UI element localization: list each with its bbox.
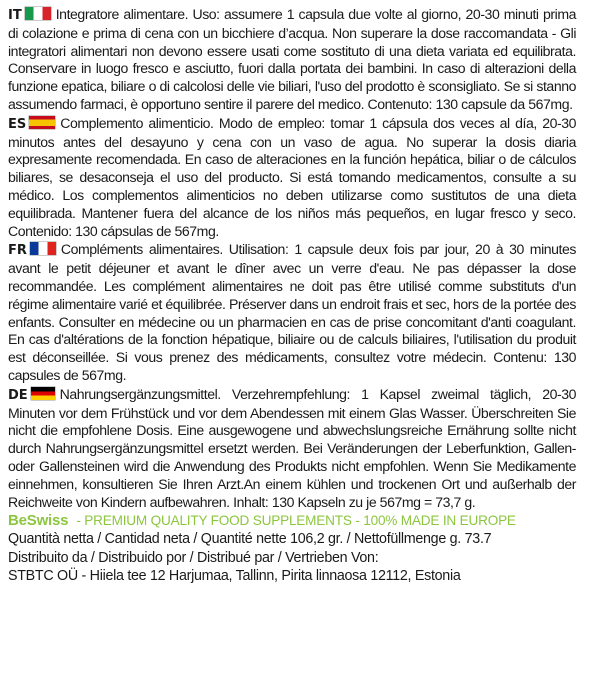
brand-tagline: - PREMIUM QUALITY FOOD SUPPLEMENTS - 100% MADE IN EUROPE bbox=[76, 513, 516, 529]
section-text: Compléments alimentaires. Utilisation: 1 capsule deux fois par jour, 20 à 30 minutes avant le petit déjeuner et avant le dîner avec un verre d'eau. Ne pas dépasser la dose recommandée. Les complément alimentaires ne doit pas être utilisé comme substituts d'un régime alimentaire varié et équilibrée. Préserver dans un endroit frais et sec, hors de la portée des enfants. Consulter en médecine ou un pharmacien en cas de prise concomitant d'anti coagulant. En cas d'altérations de la fonction hépatique, biliaire ou de calculs biliaires, l'utilisation du produit est déconseillée. Si vous prenez des médicaments, consultez votre médecin. Contenu: 130 capsules de 567mg. bbox=[8, 241, 576, 383]
distributor-heading: Distribuito da / Distribuido por / Distribué par / Vertrieben Von: bbox=[8, 549, 379, 566]
distributor-address: STBTC OÜ - Hiiela tee 12 Harjumaa, Tallinn, Pirita linnaosa 12112, Estonia bbox=[8, 568, 461, 585]
net-quantity: Quantità netta / Cantidad neta / Quantité nette 106,2 gr. / Nettofüllmenge g. 73.7 bbox=[8, 531, 492, 548]
language-code: IT bbox=[8, 8, 22, 23]
section-german bbox=[8, 386, 576, 512]
section-header bbox=[8, 115, 55, 134]
section-text: Nahrungsergänzungsmittel. Verzehrempfehlung: 1 Kapsel zweimal täglich, 20-30 Minuten vor dem Frühstück und vor dem Abendessen mit einem Glas Wasser. Überschreiten Sie nicht die empfohlene Dosis. Eine ausgewogene und abwechslungsreiche Ernährung sollte nicht durch Nahrungsergänzungsmittel ersetzt werden. Bei Veränderungen der Leberfunktion, Gallen- oder Gallensteinen wird die Anwendung des Produkts nicht empfohlen. Wenn Sie Medikamente einnehmen, konsultieren Sie Ihren Arzt.An einem kühlen und trockenen Ort und außerhalb der Reichweite von Kindern aufbewahren. Inhalt: 130 Kapseln zu je 567mg = 73,7 g. bbox=[8, 385, 576, 510]
brand-name: BeSwiss bbox=[8, 512, 69, 530]
section-text: Integratore alimentare. Uso: assumere 1 capsula due volte al giorno, 20-30 minuti prima di colazione e prima di cena con un bicchiere d’acqua. Non superare la dose raccomandata - Gli integratori alimentari non devono essere usati come sostituto di una dieta variata ed equilibrata. Conservare in luogo fresco e asciutto, fuori dalla portata dei bambini. In caso di alterazioni della funzione epatica, biliare o di calcolosi delle vie biliari, l'uso del prodotto è sconsigliato. Se si stanno assumendo farmaci, è opportuno sentire il parere del medico. Contenuto: 130 capsule da 567mg. bbox=[8, 6, 576, 112]
language-code: DE bbox=[8, 387, 28, 403]
section-spanish bbox=[8, 115, 576, 241]
section-header bbox=[8, 6, 51, 25]
section-french bbox=[8, 241, 576, 384]
brand-line bbox=[8, 512, 576, 530]
section-header bbox=[8, 386, 55, 405]
italy-flag-icon bbox=[25, 7, 51, 20]
section-text: Complemento alimenticio. Modo de empleo: tomar 1 cápsula dos veces al día, 20-30 minutos antes del desayuno y cena con un vaso de agua. No superar la dosis diaria expresamente recomendada. En caso de alteraciones en la función hepática, biliar o de cálculos biliares, se desaconseja el uso del producto. Si está tomando medicamentos, consulte a su médico. Los complementos alimenticios no deben utilizarse como sustitutos de una dieta equilibrada. Mantener fuera del alcance de los niños más pequeños, en lugar fresco y seco. Contenido: 130 cápsulas de 567mg. bbox=[8, 114, 576, 239]
language-code: FR bbox=[8, 243, 27, 259]
section-italian bbox=[8, 6, 576, 114]
germany-flag-icon bbox=[31, 387, 55, 400]
france-flag-icon bbox=[30, 242, 56, 255]
language-code: ES bbox=[8, 116, 27, 132]
section-header bbox=[8, 241, 56, 260]
spain-flag-icon bbox=[29, 116, 55, 129]
